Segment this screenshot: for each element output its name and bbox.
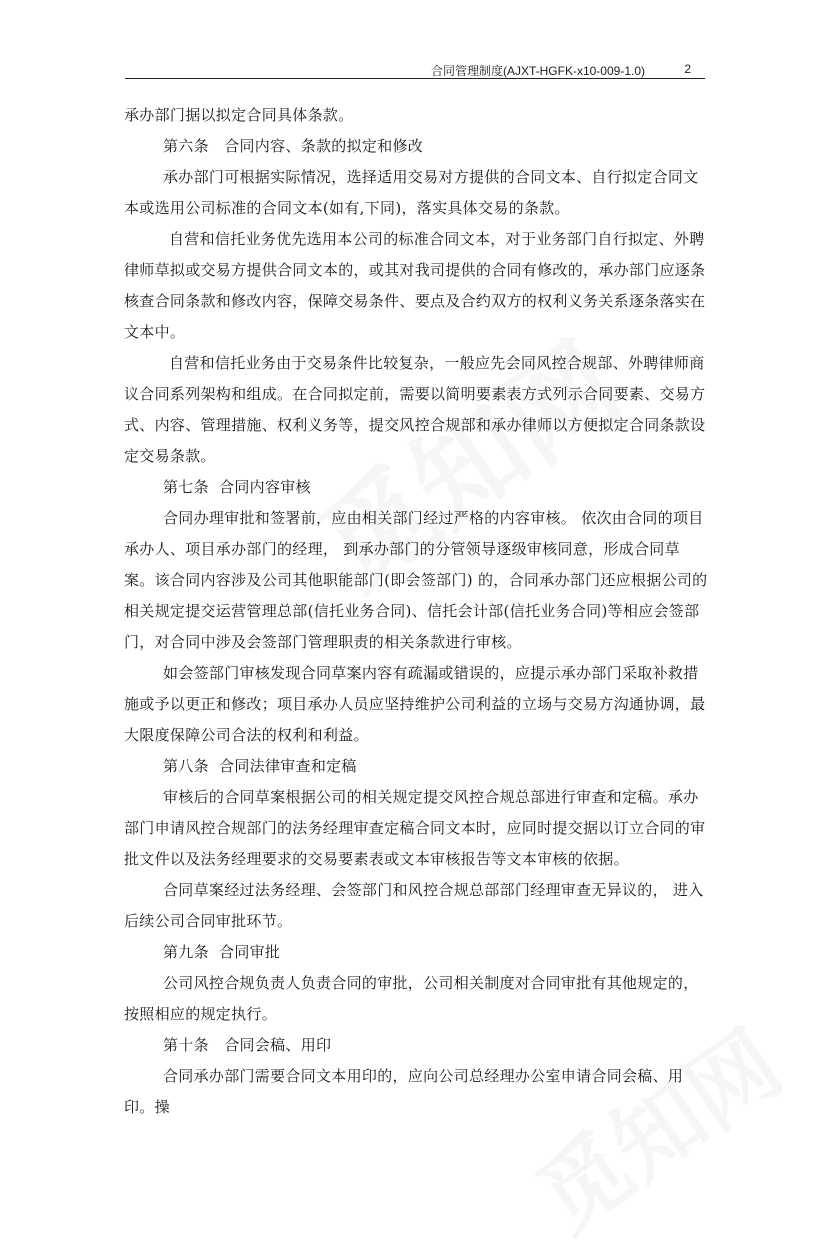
paragraph: 自营和信托业务优先选用本公司的标准合同文本，对于业务部门自行拟定、外聘律师草拟或交易方提供合同文本的，或其对我司提供的合同有修改的，承办部门应逐条核查合同条款和修改内容，保障交易条件、要点及合约双方的权利义务关系逐条落实在文本中。: [124, 230, 706, 341]
paragraph: 合同草案经过法务经理、会签部门和风控合规总部部门经理审查无异议的， 进入后续公司合同审批环节。: [124, 881, 704, 930]
page-header: [125, 62, 705, 79]
paragraph: 承办部门据以拟定合同具体条款。: [124, 106, 354, 124]
paragraph: 如会签部门审核发现合同草案内容有疏漏或错误的，应提示承办部门采取补救措施或予以更正和修改；项目承办人员应坚持维护公司利益的立场与交易方沟通协调，最大限度保障公司合法的权利和利益。: [124, 664, 706, 744]
document-body: [124, 100, 709, 1123]
paragraph: 合同承办部门需要合同文本用印的，应向公司总经理办公室申请合同会稿、用印。操: [124, 1067, 684, 1116]
page-number: 2: [684, 62, 691, 76]
paragraph: 公司风控合规负责人负责合同的审批，公司相关制度对合同审批有其他规定的， 按照相应的规定执行。: [124, 974, 699, 1023]
article-heading: 第九条 合同审批: [163, 943, 281, 961]
document-title: 合同管理制度(AJXT-HGFK-x10-009-1.0): [430, 64, 645, 78]
article-heading: 第六条 合同内容、条款的拟定和修改: [163, 137, 424, 155]
paragraph: 自营和信托业务由于交易条件比较复杂，一般应先会同风控合规部、外聘律师商议合同系列架构和组成。在合同拟定前，需要以简明要素表方式列示合同要素、交易方式、内容、管理措施、权利义务等，提交风控合规部和承办律师以方便拟定合同条款设定交易条款。: [124, 354, 706, 465]
paragraph: 审核后的合同草案根据公司的相关规定提交风控合规总部进行审查和定稿。承办部门申请风控合规部门的法务经理审查定稿合同文本时，应同时提交据以订立合同的审批文件以及法务经理要求的交易要素表或文本审核报告等文本审核的依据。: [124, 788, 706, 868]
article-heading: 第八条 合同法律审查和定稿: [163, 757, 357, 775]
paragraph: 承办部门可根据实际情况，选择适用交易对方提供的合同文本、自行拟定合同文本或选用公司标准的合同文本(如有,下同)，落实具体交易的条款。: [124, 168, 699, 217]
paragraph: 合同办理审批和签署前，应由相关部门经过严格的内容审核。 依次由合同的项目承办人、项目承办部门的经理， 到承办部门的分管领导逐级审核同意，形成合同草案。该合同内容涉及公司其他职能部门(即会签部门) 的，合同承办部门还应根据公司的相关规定提交运营管理总部(信托业务合同)、信托会计部(信托业务合同)等相应会签部门，对合同中涉及会签部门管理职责的相关条款进行审核。: [124, 509, 708, 651]
article-heading: 第七条 合同内容审核: [163, 478, 311, 496]
article-heading: 第十条 合同会稿、用印: [163, 1036, 332, 1054]
